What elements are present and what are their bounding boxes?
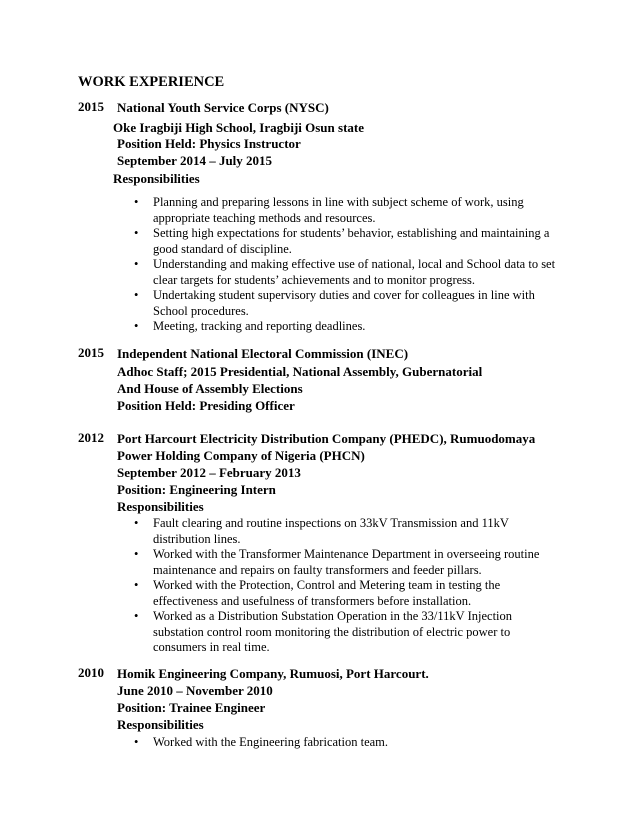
job-year: 2015	[78, 99, 104, 114]
list-item	[134, 257, 564, 288]
section-title: WORK EXPERIENCE	[78, 74, 225, 90]
list-item	[134, 578, 564, 609]
job-position: Position Held: Presiding Officer	[117, 398, 295, 413]
list-item-text: Fault clearing and routine inspections on 33kV Transmission and 11kV distribution lines.	[153, 516, 509, 546]
bullet-icon: •	[134, 257, 139, 271]
job-dates: June 2010 – November 2010	[117, 683, 273, 698]
bullet-icon: •	[134, 578, 139, 592]
responsibilities-heading: Responsibilities	[117, 499, 204, 514]
job-year: 2010	[78, 665, 104, 680]
job-detail: Power Holding Company of Nigeria (PHCN)	[117, 448, 365, 463]
bullet-icon: •	[134, 195, 139, 209]
list-item	[134, 516, 564, 547]
job-detail: Oke Iragbiji High School, Iragbiji Osun state	[113, 120, 364, 135]
job-dates: September 2012 – February 2013	[117, 465, 301, 480]
bullet-icon: •	[134, 547, 139, 561]
list-item-text: Worked with the Engineering fabrication team.	[153, 735, 389, 749]
list-item-text: Understanding and making effective use of national, local and School data to set clear targets for students’ achievements and to monitor progress.	[153, 257, 556, 287]
job-detail: Adhoc Staff; 2015 Presidential, National Assembly, Gubernatorial	[117, 364, 483, 379]
job-organization: Port Harcourt Electricity Distribution Company (PHEDC), Rumuodomaya	[117, 431, 536, 446]
job-year: 2012	[78, 430, 104, 445]
bullet-icon: •	[134, 319, 139, 333]
job-dates: September 2014 – July 2015	[117, 153, 273, 168]
job-year: 2015	[78, 345, 104, 360]
list-item	[134, 735, 564, 751]
list-item-text: Worked as a Distribution Substation Operation in the 33/11kV Injection substation control room monitoring the distribution of electric power to consumers in real time.	[153, 609, 513, 654]
list-item-text: Worked with the Transformer Maintenance Department in overseeing routine maintenance and repairs on faulty transformers and feeder pillars.	[153, 547, 540, 577]
list-item	[134, 226, 564, 257]
list-item	[134, 319, 564, 335]
job-position: Position: Engineering Intern	[117, 482, 276, 497]
responsibilities-heading: Responsibilities	[113, 171, 200, 186]
bullet-icon: •	[134, 516, 139, 530]
bullet-icon: •	[134, 735, 139, 749]
bullet-icon: •	[134, 609, 139, 623]
bullet-icon: •	[134, 288, 139, 302]
responsibilities-heading: Responsibilities	[117, 717, 204, 732]
list-item-text: Worked with the Protection, Control and Metering team in testing the effectiveness and usefulness of transformers before installation.	[153, 578, 501, 608]
list-item-text: Meeting, tracking and reporting deadlines.	[153, 319, 366, 333]
job-organization: National Youth Service Corps (NYSC)	[117, 100, 329, 115]
job-position: Position: Trainee Engineer	[117, 700, 266, 715]
bullet-icon: •	[134, 226, 139, 240]
responsibilities-list	[134, 735, 564, 751]
list-item	[134, 195, 564, 226]
list-item-text: Setting high expectations for students’ behavior, establishing and maintaining a good standard of discipline.	[153, 226, 550, 256]
list-item	[134, 609, 564, 656]
list-item	[134, 547, 564, 578]
responsibilities-list	[134, 195, 564, 335]
job-position: Position Held: Physics Instructor	[117, 136, 301, 151]
job-organization: Independent National Electoral Commission (INEC)	[117, 346, 409, 361]
list-item-text: Undertaking student supervisory duties and cover for colleagues in line with School procedures.	[153, 288, 535, 318]
job-detail: And House of Assembly Elections	[117, 381, 303, 396]
list-item	[134, 288, 564, 319]
list-item-text: Planning and preparing lessons in line with subject scheme of work, using appropriate teaching methods and resources.	[153, 195, 524, 225]
job-organization: Homik Engineering Company, Rumuosi, Port Harcourt.	[117, 666, 429, 681]
responsibilities-list	[134, 516, 564, 656]
